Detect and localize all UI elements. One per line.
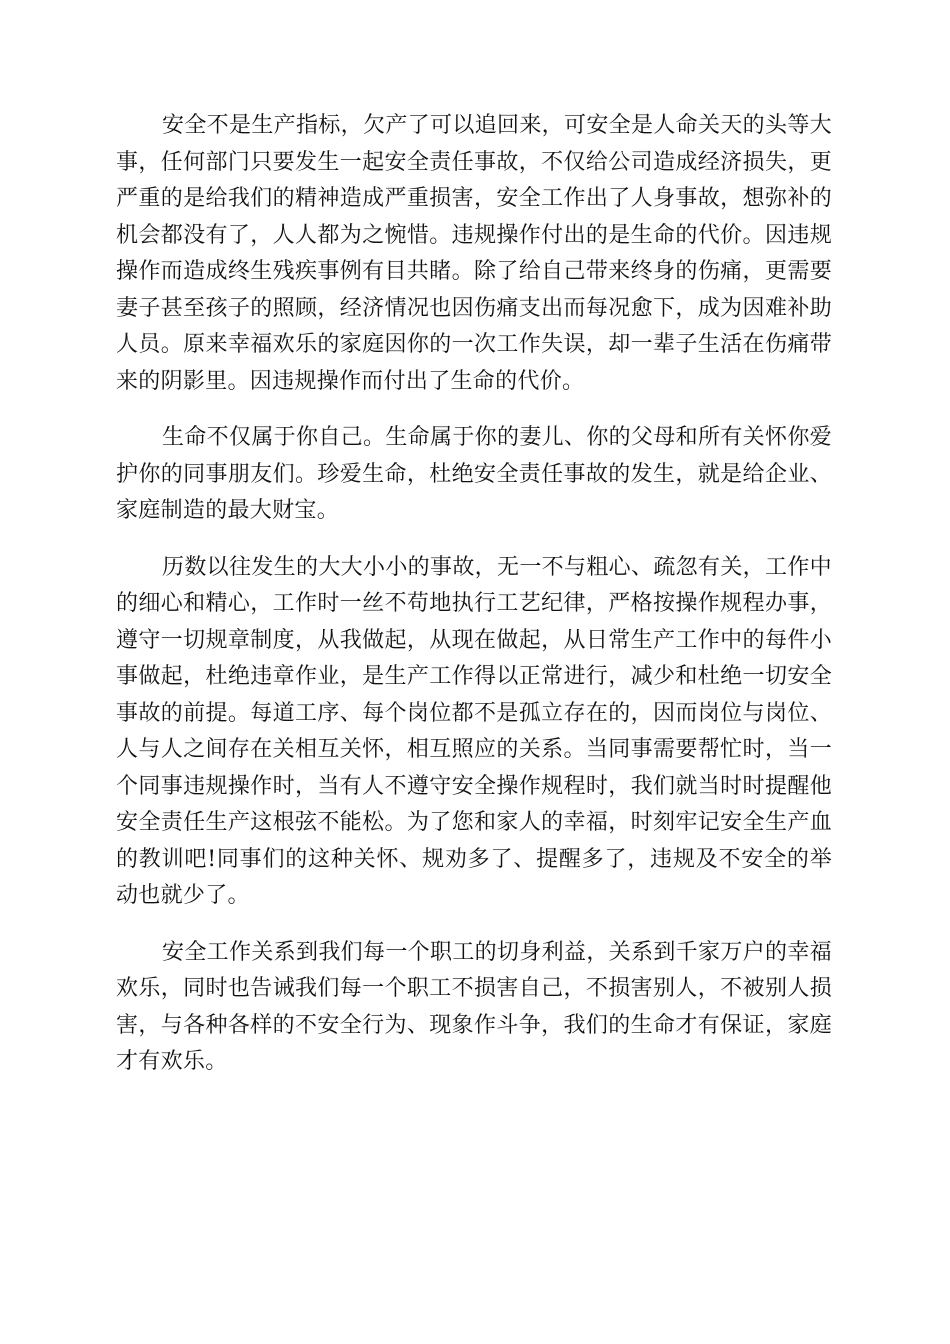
paragraph-2: 生命不仅属于你自己。生命属于你的妻儿、你的父母和所有关怀你爱护你的同事朋友们。珍爱生命，杜绝安全责任事故的发生，就是给企业、家庭制造的最大财宝。 (116, 425, 832, 523)
paragraph-4: 安全工作关系到我们每一个职工的切身利益，关系到千家万户的幸福欢乐，同时也告诫我们每一个职工不损害自己，不损害别人，不被别人损害，与各种各样的不安全行为、现象作斗争，我们的生命才有保证，家庭才有欢乐。 (116, 939, 832, 1074)
document-body (116, 108, 832, 1101)
paragraph-1: 安全不是生产指标，欠产了可以追回来，可安全是人命关天的头等大事，任何部门只要发生一起安全责任事故，不仅给公司造成经济损失，更严重的是给我们的精神造成严重损害，安全工作出了人身事故，想弥补的机会都没有了，人人都为之惋惜。违规操作付出的是生命的代价。因违规操作而造成终生残疾事例有目共睹。除了给自己带来终身的伤痛，更需要妻子甚至孩子的照顾，经济情况也因伤痛支出而每况愈下，成为因难补助人员。原来幸福欢乐的家庭因你的一次工作失误，却一辈子生活在伤痛带来的阴影里。因违规操作而付出了生命的代价。 (116, 113, 832, 394)
paragraph-3: 历数以往发生的大大小小的事故，无一不与粗心、疏忽有关，工作中的细心和精心，工作时一丝不苟地执行工艺纪律，严格按操作规程办事，遵守一切规章制度，从我做起，从现在做起，从日常生产工作中的每件小事做起，杜绝违章作业，是生产工作得以正常进行，减少和杜绝一切安全事故的前提。每道工序、每个岗位都不是孤立存在的，因而岗位与岗位、人与人之间存在关相互关怀，相互照应的关系。当同事需要帮忙时，当一个同事违规操作时，当有人不遵守安全操作规程时，我们就当时时提醒他安全责任生产这根弦不能松。为了您和家人的幸福，时刻牢记安全生产血的教训吧!同事们的这种关怀、规劝多了、提醒多了，违规及不安全的举动也就少了。 (116, 554, 832, 908)
